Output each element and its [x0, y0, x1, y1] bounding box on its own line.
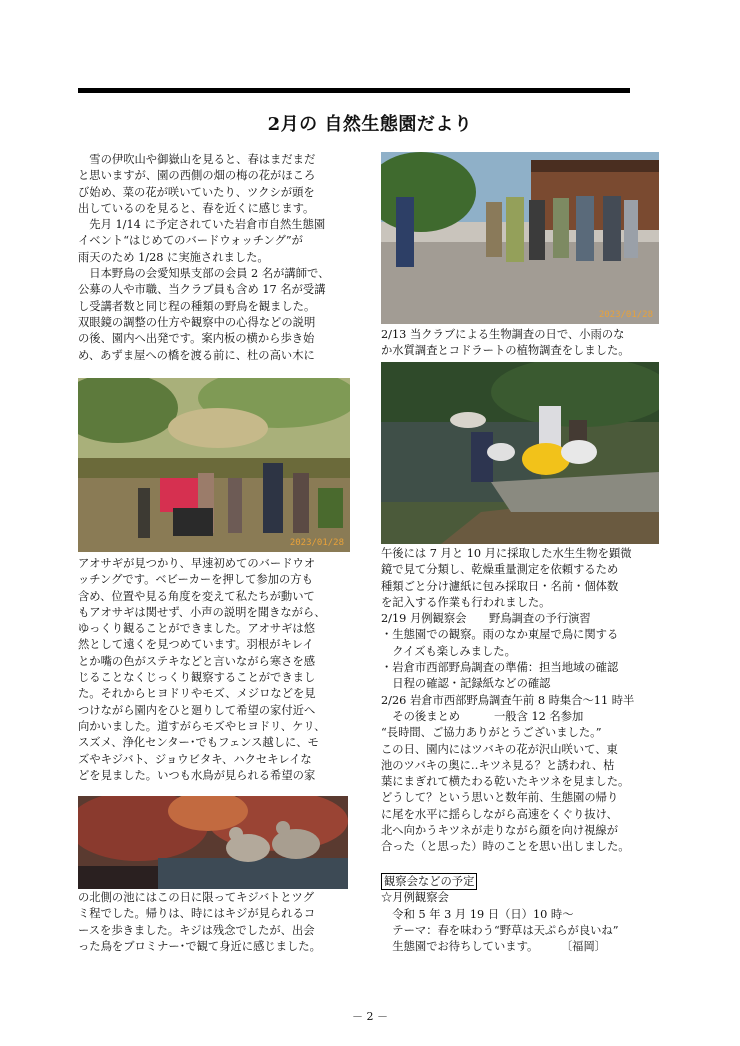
text-line: ッチングです。ベビーカーを押して参加の方も: [78, 573, 313, 587]
text-line: 然として遠くを見つめています。羽根がキレイ: [78, 638, 314, 652]
birdwatching-woods-photo: [78, 378, 350, 552]
text-line: つけながら園内をひと廻りして希望の家付近へ: [78, 703, 316, 717]
text-line: 池のツバキの奥に‥キツネ見る？と誘われ、枯: [381, 758, 615, 772]
text-line: ・生態園での観察。雨のなか東屋で鳥に関する: [381, 628, 619, 642]
text-line: 双眼鏡の調整の仕方や観察中の心得などの説明: [78, 315, 316, 329]
text-line: 雪の伊吹山や御嶽山を見ると、春はまだまだ: [78, 153, 316, 166]
left-column-bottom-text: [78, 890, 321, 955]
page-title: 2月の 自然生態園だより: [267, 114, 473, 135]
text-line: ミ程でした。帰りは、時にはキジが見られるコ: [78, 907, 316, 921]
right-column-caption: [381, 327, 630, 360]
doves-photo: [78, 796, 348, 889]
text-line: の北側の池にはこの日に限ってキジバトとツグ: [78, 891, 314, 904]
text-line: め、あずま屋への橋を渡る前に、杜の高い木に: [78, 348, 315, 362]
text-line: の後、園内へ出発です。案内板の横から歩き始: [78, 332, 315, 346]
text-line: 先月 1/14 に予定されていた岩倉市自然生態園: [78, 218, 326, 232]
text-line: どを見ました。いつも水鳥が見られる希望の家: [78, 768, 316, 782]
text-line: し受講者数と同じ程の種類の野鳥を観ました。: [78, 299, 316, 313]
text-line: た。それからヒヨドリやモズ、メジロなどを見: [78, 687, 316, 701]
schedule-heading: 観察会などの予定: [381, 873, 477, 890]
text-line: アオサギが見つかり、早速初めてのバードウオ: [78, 557, 316, 570]
text-line: この日、園内にはツバキの花が沢山咲いて、東: [381, 742, 618, 756]
caption-line: か水質調査とコドラートの植物調査をしました。: [381, 344, 630, 358]
left-column-middle-text: [78, 556, 326, 784]
text-line: ゆっくり観ることができました。アオサギは悠: [78, 622, 316, 636]
schedule-line: 生態園でお待ちしています。 〔福岡〕: [381, 940, 607, 954]
text-line: 北へ向かうキツネが走りながら顔を向け視線が: [381, 824, 619, 838]
text-line: 鏡で見て分類し、乾燥重量測定を依頼するため: [381, 563, 619, 577]
text-line: 公募の人や市職、当クラブ員も含め 17 名が受講: [78, 283, 326, 297]
page-number: － 2 －: [352, 1010, 388, 1023]
text-line: その後まとめ 一般含 12 名参加: [381, 709, 584, 723]
text-line: ズやキジバト、ジョウビタキ、ハクセキレイな: [78, 752, 312, 766]
text-line: ースを歩きました。キジは残念でしたが、出会: [78, 923, 315, 937]
text-line: もアオサギは関せず、小声の説明を聞きながら、: [78, 605, 326, 619]
text-line: じることなくじっくり観察することができまし: [78, 671, 316, 685]
text-line: 出しているのを見ると、春を近くに感じます。: [78, 201, 315, 215]
text-line: どうして？という思いと数年前、生態園の帰り: [381, 791, 619, 805]
text-line: 2/19 月例観察会 野鳥調査の予行演習: [381, 612, 591, 626]
text-line: 雨天のため 1/28 に実施されました。: [78, 250, 269, 264]
text-line: 午後には 7 月と 10 月に採取した水生生物を顕微: [381, 547, 632, 560]
text-line: 合った（と思った）時のことを思い出しました。: [381, 840, 630, 854]
text-line: 葉にまぎれて横たわる乾いたキツネを見ました。: [381, 775, 630, 789]
group-photo-date-stamp: 2023/01/28: [598, 310, 653, 320]
header-rule: [78, 88, 630, 93]
text-line: とか嘴の色がステキなどと言いながら寒さを感: [78, 654, 316, 668]
text-line: クイズも楽しみました。: [381, 644, 516, 658]
pond-survey-photo: [381, 362, 659, 544]
caption-line: 2/13 当クラブによる生物調査の日で、小雨のな: [381, 328, 625, 341]
schedule-section: [381, 873, 619, 955]
text-line: 種類ごと分け濾紙に包み採取日・名前・個体数: [381, 579, 619, 593]
text-line: に尾を水平に揺らしながら高速をくぐり抜け、: [381, 807, 618, 821]
text-line: び始め、菜の花が咲いていたり、ツクシが頭を: [78, 185, 315, 199]
left-column-top-text: [78, 152, 329, 364]
text-line: 含め、位置や見る角度を変えて私たちが動いて: [78, 589, 315, 603]
schedule-line: テーマ：春を味わう“野草は天ぷらが良いね”: [381, 923, 619, 937]
text-line: 2/26 岩倉市西部野鳥調査午前 8 時集合～11 時半: [381, 693, 635, 707]
right-column-text: [381, 546, 634, 856]
schedule-line: ☆月例観察会: [381, 891, 449, 905]
schedule-line: 令和 5 年 3 月 19 日（日）10 時～: [381, 907, 574, 921]
group-photo: [381, 152, 659, 324]
text-line: ・岩倉市西部野鳥調査の準備：担当地域の確認: [381, 661, 619, 675]
text-line: 日程の確認・記録紙などの確認: [381, 677, 551, 691]
text-line: 向かいました。道すがらモズやヒヨドリ、ケリ、: [78, 719, 326, 733]
text-line: った鳥をブロミナー･で観て身近に感じました。: [78, 939, 321, 953]
text-line: を記入する作業も行われました。: [381, 595, 551, 609]
text-line: 日本野鳥の会愛知県支部の会員 2 名が講師で、: [78, 267, 330, 281]
text-line: スズメ、浄化センター･でもフェンス越しに、モ: [78, 736, 319, 750]
text-line: “長時間、ご協力ありがとうございました。”: [381, 726, 602, 740]
woods-photo-date-stamp: 2023/01/28: [289, 538, 344, 548]
text-line: イベント“はじめてのバードウォッチング”が: [78, 234, 303, 248]
text-line: と思いますが、園の西側の畑の梅の花がほころ: [78, 169, 316, 183]
